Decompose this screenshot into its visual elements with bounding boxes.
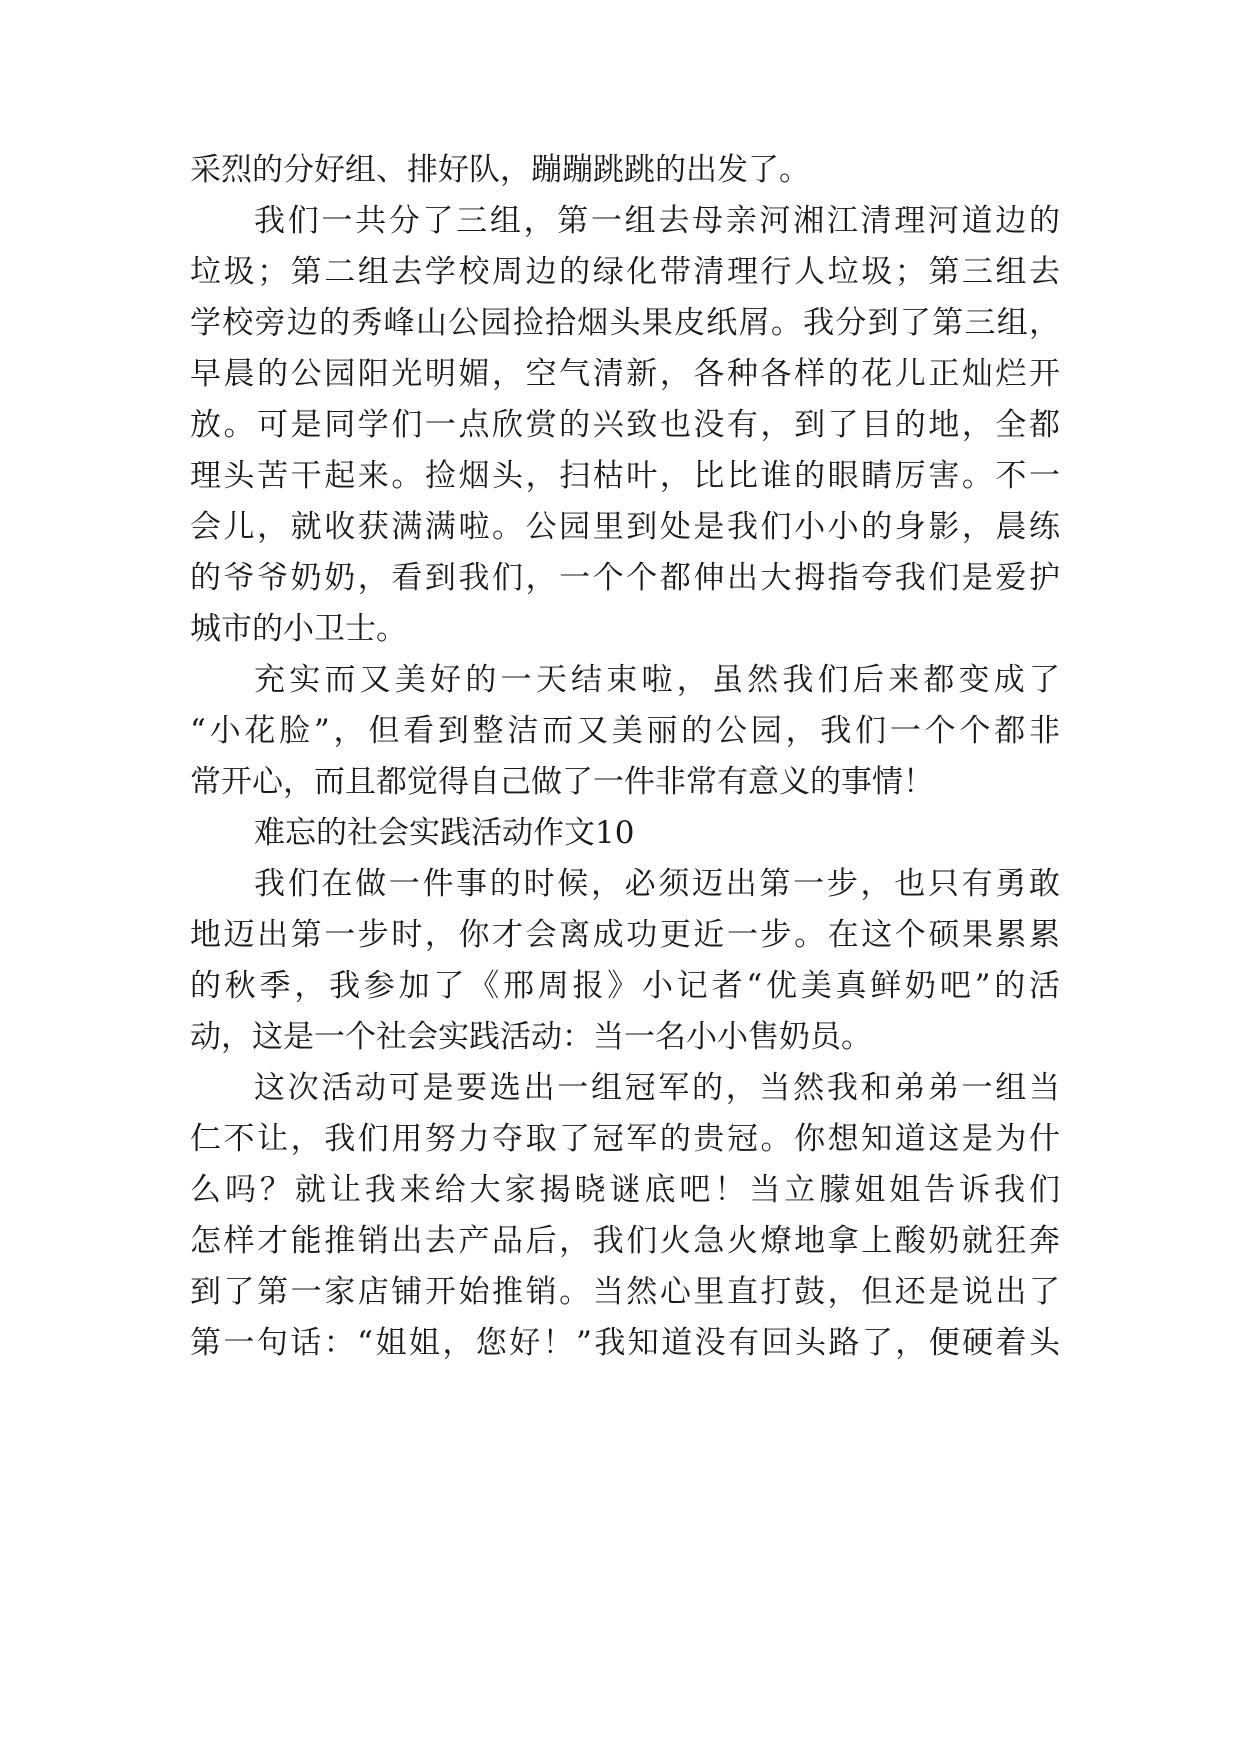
text-line: 学校旁边的秀峰山公园捡拾烟头果皮纸屑。我分到了第三组， xyxy=(190,305,1060,341)
text-line: 怎样才能推销出去产品后，我们火急火燎地拿上酸奶就狂奔 xyxy=(190,1223,1060,1259)
text-line: 的秋季，我参加了《邢周报》小记者“优美真鲜奶吧”的活 xyxy=(190,968,1060,1004)
text-line: 我们在做一件事的时候，必须迈出第一步，也只有勇敢 xyxy=(254,866,1060,902)
text-line: 采烈的分好组、排好队，蹦蹦跳跳的出发了。 xyxy=(190,152,810,188)
text-line: 理头苦干起来。捡烟头，扫枯叶，比比谁的眼睛厉害。不一 xyxy=(190,458,1060,494)
text-line: 地迈出第一步时，你才会离成功更近一步。在这个硕果累累 xyxy=(190,917,1060,953)
text-line: 早晨的公园阳光明媚，空气清新，各种各样的花儿正灿烂开 xyxy=(190,356,1060,392)
text-line: 动，这是一个社会实践活动：当一名小小售奶员。 xyxy=(190,1019,872,1055)
text-line: “小花脸”，但看到整洁而又美丽的公园，我们一个个都非 xyxy=(190,713,1060,749)
text-line: 放。可是同学们一点欣赏的兴致也没有，到了目的地，全都 xyxy=(190,407,1060,443)
text-line: 第一句话：“姐姐，您好！”我知道没有回头路了，便硬着头 xyxy=(190,1325,1060,1361)
text-line: 的爷爷奶奶，看到我们，一个个都伸出大拇指夸我们是爱护 xyxy=(190,560,1060,596)
text-line: 垃圾；第二组去学校周边的绿化带清理行人垃圾；第三组去 xyxy=(190,254,1060,290)
text-line: 我们一共分了三组，第一组去母亲河湘江清理河道边的 xyxy=(254,203,1060,239)
text-line: 充实而又美好的一天结束啦，虽然我们后来都变成了 xyxy=(254,662,1060,698)
section-heading: 难忘的社会实践活动作文10 xyxy=(254,815,635,851)
text-line: 城市的小卫士。 xyxy=(190,611,407,647)
text-line: 这次活动可是要选出一组冠军的，当然我和弟弟一组当 xyxy=(254,1070,1060,1106)
text-line: 到了第一家店铺开始推销。当然心里直打鼓，但还是说出了 xyxy=(190,1274,1060,1310)
text-line: 么吗？就让我来给大家揭晓谜底吧！当立朦姐姐告诉我们 xyxy=(190,1172,1060,1208)
text-line: 常开心，而且都觉得自己做了一件非常有意义的事情！ xyxy=(190,764,934,800)
text-line: 仁不让，我们用努力夺取了冠军的贵冠。你想知道这是为什 xyxy=(190,1121,1060,1157)
text-line: 会儿，就收获满满啦。公园里到处是我们小小的身影，晨练 xyxy=(190,509,1060,545)
